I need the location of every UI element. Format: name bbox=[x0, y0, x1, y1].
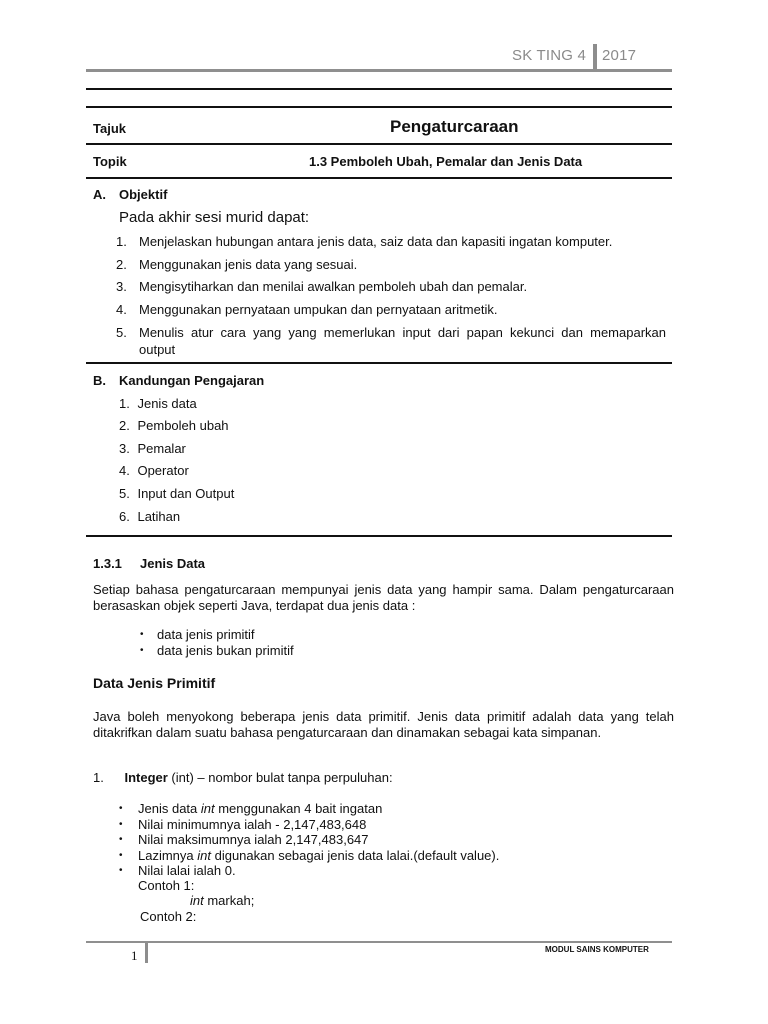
jenis-data-paragraph: Setiap bahasa pengaturcaraan mempunyai jenis data yang hampir sama. Dalam pengaturcaraan berasaskan objek seperti Java, terdapat dua jenis data : bbox=[93, 582, 674, 613]
objective-item-5 bbox=[116, 324, 666, 358]
tajuk-value: Pengaturcaraan bbox=[390, 117, 519, 136]
bullet-item bbox=[140, 643, 294, 658]
content-item-6 bbox=[119, 509, 180, 524]
content-item-1 bbox=[119, 396, 197, 411]
list-text: Mengisytiharkan dan menilai awalkan pemboleh ubah dan pemalar. bbox=[139, 279, 528, 294]
list-number: 5. bbox=[119, 486, 130, 501]
bullet-dot: • bbox=[140, 629, 144, 640]
bullet-item bbox=[119, 848, 499, 864]
list-number: 3. bbox=[119, 441, 130, 456]
list-text: Jenis data bbox=[137, 396, 197, 411]
bullet-item bbox=[119, 863, 499, 879]
section-b-rule bbox=[86, 535, 672, 537]
list-text: Latihan bbox=[137, 509, 181, 524]
list-text: Menulis atur cara yang yang memerlukan input dari papan kekunci dan memaparkan output bbox=[139, 325, 666, 357]
table-top-rule bbox=[86, 88, 672, 90]
objective-item-2 bbox=[116, 257, 666, 272]
bullet-text: Nilai minimumnya ialah - 2,147,483,648 bbox=[138, 816, 367, 832]
contoh-1-label: Contoh 1: bbox=[138, 878, 195, 893]
list-text: Input dan Output bbox=[137, 486, 235, 501]
bullet-dot: • bbox=[119, 834, 123, 845]
bullet-item bbox=[119, 817, 499, 833]
section-a-rule bbox=[86, 362, 672, 364]
text-run: digunakan sebagai jenis data lalai.(default value). bbox=[210, 847, 500, 863]
list-number: 1. bbox=[116, 234, 127, 249]
code-keyword: int bbox=[190, 893, 204, 908]
bullet-text: Nilai lalai ialah 0. bbox=[138, 863, 236, 878]
section-b-letter: B. bbox=[93, 373, 106, 388]
section-a-title: Objektif bbox=[119, 187, 168, 202]
content-item-4 bbox=[119, 463, 189, 478]
keyword-int: int bbox=[197, 847, 211, 863]
primitif-heading: Data Jenis Primitif bbox=[93, 675, 216, 691]
subsection-title: Jenis Data bbox=[140, 556, 206, 571]
tajuk-label: Tajuk bbox=[93, 121, 126, 136]
bullet-text bbox=[138, 801, 382, 816]
header-right-text: 2017 bbox=[602, 47, 637, 64]
text-run: Lazimnya bbox=[138, 847, 198, 863]
list-number: 5. bbox=[116, 325, 127, 340]
list-text: Operator bbox=[137, 463, 189, 478]
objective-item-4 bbox=[116, 302, 666, 317]
content-item-2 bbox=[119, 418, 229, 433]
code-example-1 bbox=[190, 893, 254, 908]
bullet-text: data jenis bukan primitif bbox=[157, 643, 294, 658]
list-number: 1. bbox=[93, 770, 104, 785]
text-run: Jenis data bbox=[138, 801, 201, 816]
list-number: 2. bbox=[116, 257, 127, 272]
code-text: markah; bbox=[203, 893, 255, 908]
bullet-item bbox=[119, 832, 499, 848]
bullet-dot: • bbox=[119, 818, 123, 830]
footer-rule bbox=[86, 941, 672, 943]
list-text: Menjelaskan hubungan antara jenis data, saiz data dan kapasiti ingatan komputer. bbox=[139, 234, 613, 249]
list-number: 4. bbox=[119, 463, 130, 478]
table-rule-3 bbox=[86, 177, 672, 179]
list-number: 1. bbox=[119, 396, 130, 411]
section-a-letter: A. bbox=[93, 187, 106, 202]
contoh-2-label: Contoh 2: bbox=[140, 909, 197, 924]
integer-term: Integer bbox=[124, 770, 168, 785]
header-divider bbox=[593, 44, 597, 70]
header-left-text: SK TING 4 bbox=[512, 47, 587, 64]
list-number: 2. bbox=[119, 418, 130, 433]
section-a-intro: Pada akhir sesi murid dapat: bbox=[119, 209, 310, 226]
objective-item-1 bbox=[116, 234, 666, 249]
section-b-title: Kandungan Pengajaran bbox=[119, 373, 265, 388]
footer-divider bbox=[145, 943, 148, 963]
bullet-dot: • bbox=[119, 803, 123, 814]
bullet-dot: • bbox=[140, 645, 144, 656]
subsection-number: 1.3.1 bbox=[93, 556, 122, 571]
primitif-paragraph: Java boleh menyokong beberapa jenis data primitif. Jenis data primitif adalah data yang telah ditakrifkan dalam suatu bahasa pengaturcaraan dan dinamakan sebagai kata simpanan. bbox=[93, 709, 674, 740]
list-text: Pemboleh ubah bbox=[137, 418, 229, 433]
list-text: Menggunakan jenis data yang sesuai. bbox=[139, 257, 358, 272]
topik-label: Topik bbox=[93, 154, 127, 169]
content-item-3 bbox=[119, 441, 186, 456]
list-number: 4. bbox=[116, 302, 127, 317]
bullet-text: data jenis primitif bbox=[157, 627, 255, 642]
topik-value: 1.3 Pemboleh Ubah, Pemalar dan Jenis Data bbox=[309, 154, 583, 169]
list-text: Menggunakan pernyataan umpukan dan pernyataan aritmetik. bbox=[139, 302, 498, 317]
header-rule bbox=[86, 69, 672, 72]
bullet-item bbox=[140, 627, 255, 642]
keyword-int: int bbox=[200, 801, 215, 816]
integer-desc: (int) – nombor bulat tanpa perpuluhan: bbox=[167, 770, 393, 785]
integer-bullets bbox=[119, 801, 499, 879]
list-text: Pemalar bbox=[137, 441, 186, 456]
table-rule-2 bbox=[86, 143, 672, 145]
table-rule-1 bbox=[86, 106, 672, 108]
text-run: menggunakan 4 bait ingatan bbox=[214, 801, 383, 816]
content-item-5 bbox=[119, 486, 234, 501]
bullet-text bbox=[138, 848, 499, 863]
bullet-dot: • bbox=[119, 865, 123, 876]
list-number: 3. bbox=[116, 279, 127, 294]
footer-title: MODUL SAINS KOMPUTER bbox=[545, 945, 649, 954]
bullet-dot: • bbox=[119, 849, 123, 861]
list-number: 6. bbox=[119, 509, 130, 524]
page-number: 1 bbox=[131, 948, 138, 963]
bullet-item bbox=[119, 801, 499, 817]
bullet-text: Nilai maksimumnya ialah 2,147,483,647 bbox=[138, 832, 369, 847]
integer-item bbox=[93, 770, 393, 785]
objective-item-3 bbox=[116, 279, 666, 294]
